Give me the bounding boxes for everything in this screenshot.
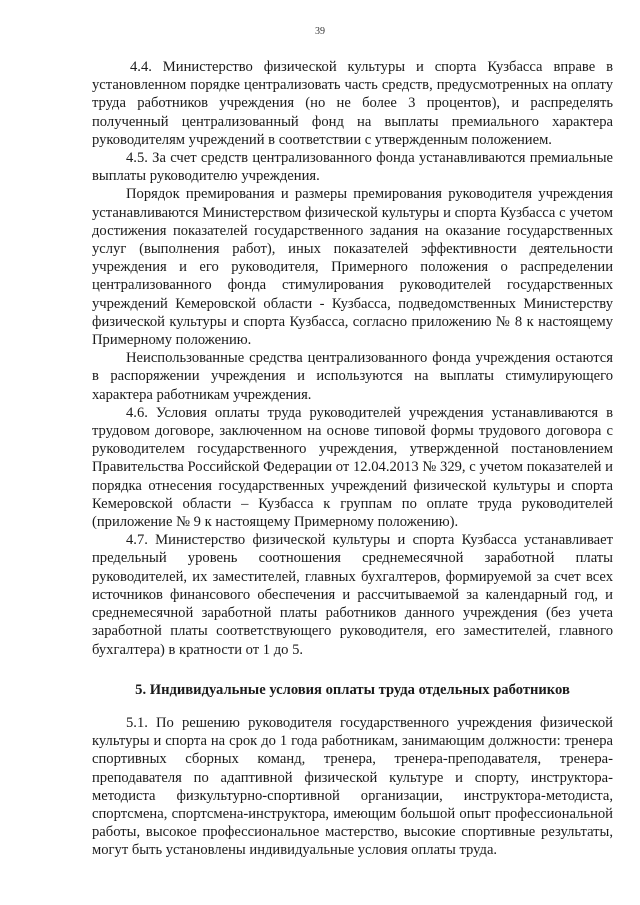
paragraph-4-5: 4.5. За счет средств централизованного фонда устанавливаются премиальные выплаты руководителю учреждения. [92, 150, 613, 185]
page-number: 39 [315, 26, 325, 37]
section-heading: 5. Индивидуальные условия оплаты труда отдельных работников [135, 681, 570, 698]
paragraph-4-7: 4.7. Министерство физической культуры и спорта Кузбасса устанавливает предельный уровень соотношения среднемесячной заработной платы руководителей, их заместителей, главных бухгалтеров, формируемой за счет всех источников финансового обеспечения и рассчитываемой за календарный год, и среднемесячной заработной платы работников данного учреждения (без учета заработной платы соответствующего руководителя, его заместителей, главного бухгалтера) в кратности от 1 до 5. [92, 532, 613, 658]
paragraph-4-6: 4.6. Условия оплаты труда руководителей учреждения устанавливаются в трудовом договоре, заключенном на основе типовой формы трудового договора с руководителем государственного учреждения, утвержденной постановлением Правительства Российской Федерации от 12.04.2013 № 329, с учетом показателей и порядка отнесения государственных учреждений физической культуры и спорта Кемеровской области – Кузбасса к группам по оплате труда руководителей (приложение № 9 к настоящему Примерному положению). [92, 404, 613, 531]
page-body [92, 58, 613, 860]
paragraph-bonus-procedure: Порядок премирования и размеры премирования руководителя учреждения устанавливаются Министерством физической культуры и спорта Кузбасса с учетом достижения показателей государственного задания на оказание государственных услуг (выполнения работ), иных показателей эффективности деятельности учреждения и его руководителя, Примерного положения о распределении централизованного фонда стимулирования руководителей государственных учреждений Кемеровской области - Кузбасса, подведомственных Министерству физической культуры и спорта Кузбасса, согласно приложению № 8 к настоящему Примерному положению. [92, 186, 613, 349]
paragraph-4-4: 4.4. Министерство физической культуры и спорта Кузбасса вправе в установленном порядке централизовать часть средств, предусмотренных на оплату труда работников учреждения (но не более 3 процентов), и распределять полученный централизованный фонд на выплаты премиального характера руководителям учреждений в соответствии с утвержденным положением. [92, 59, 613, 148]
paragraph-unused-funds: Неиспользованные средства централизованного фонда учреждения остаются в распоряжении учреждения и используются на выплаты стимулирующего характера работникам учреждения. [92, 350, 613, 403]
paragraph-5-1: 5.1. По решению руководителя государственного учреждения физической культуры и спорта на срок до 1 года работникам, занимающим должности: тренера спортивных сборных команд, тренера, тренера-преподавателя, тренера-преподавателя по адаптивной физической культуре и спорту, инструктора-методиста физкультурно-спортивной организации, инструктора-методиста, спортсмена, спортсмена-инструктора, имеющим большой опыт профессиональной работы, высокое профессиональное мастерство, высокие спортивные результаты, могут быть установлены индивидуальные условия оплаты труда. [92, 714, 613, 859]
